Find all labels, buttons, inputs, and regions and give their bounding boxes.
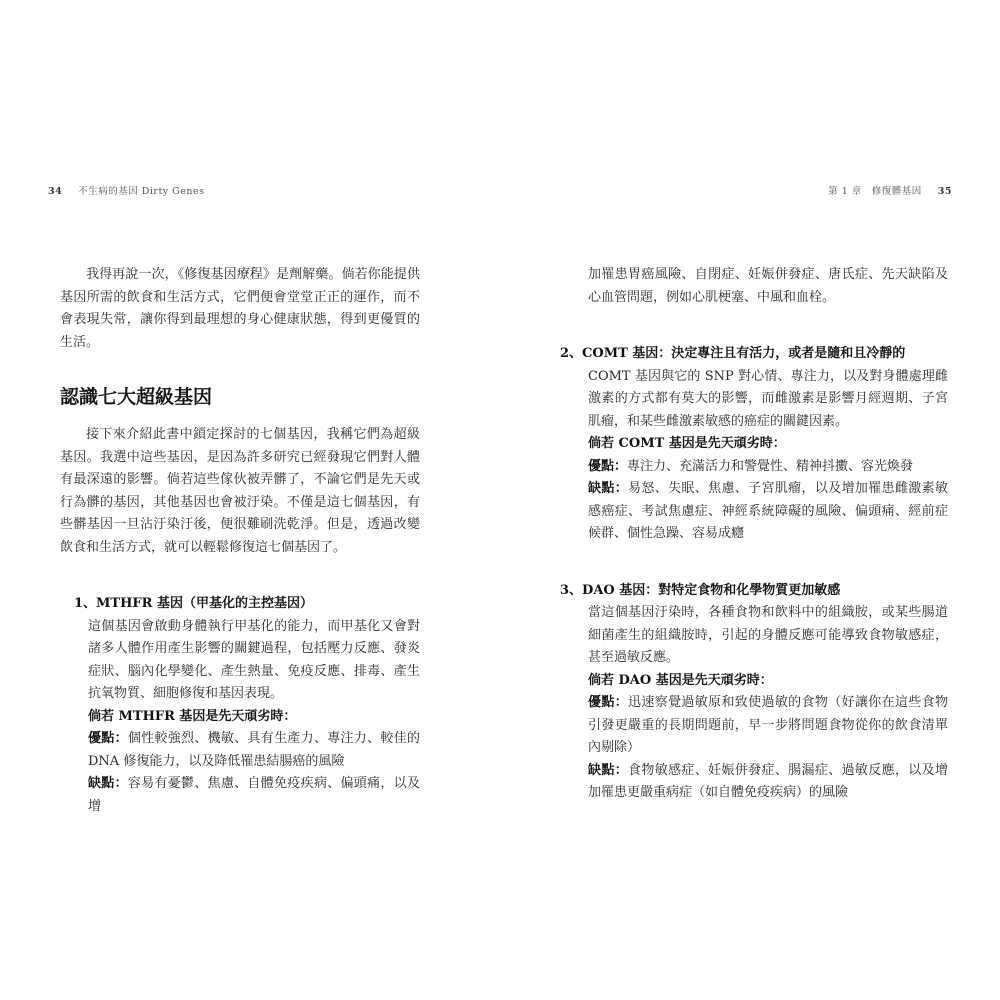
cons-dao — [588, 760, 948, 805]
gene-heading-mthfr: 1、MTHFR 基因（甲基化的主控基因） — [74, 596, 313, 611]
gene-description-mthfr: 這個基因會啟動身體執行甲基化的能力，而甲基化又會對諸多人體作用產生影響的關鍵過程，包括壓力反應、發炎症狀、腦內化學變化、產生熱量、免疫反應、排毒、產生抗氧物質、細胞修復和基因表現。 — [88, 618, 420, 701]
dirty-heading-comt: 倘若 COMT 基因是先天頑劣時： — [588, 436, 786, 451]
page-number-right: 35 — [937, 186, 952, 197]
pros-comt — [588, 456, 948, 479]
pros-label: 優點： — [588, 695, 629, 710]
pros-label: 優點： — [88, 731, 128, 746]
cons-text: 食物敏感症、妊娠併發症、腸漏症、過敏反應，以及增加罹患更嚴重病症（如自體免疫疾病）的風險 — [588, 762, 948, 800]
page-number-left: 34 — [48, 186, 63, 197]
running-header-right — [828, 183, 952, 197]
section-title: 認識七大超級基因 — [60, 386, 213, 408]
pros-mthfr — [88, 728, 420, 773]
gene-description-dao: 當這個基因汙染時，各種食物和飲料中的組織胺，或某些腸道細菌產生的組織胺時，引起的身體反應可能導致食物敏感症，甚至過敏反應。 — [588, 605, 948, 665]
dirty-heading-mthfr: 倘若 MTHFR 基因是先天頑劣時： — [88, 708, 297, 724]
gene-block-mthfr — [60, 593, 420, 818]
left-page-body — [60, 264, 420, 818]
gene-heading-dao: 3、DAO 基因：對特定食物和化學物質更加敏感 — [560, 582, 841, 598]
cons-comt — [588, 478, 948, 546]
cons-text: 易怒、失眠、焦慮、子宮肌瘤，以及增加罹患雌激素敏感癌症、考試焦慮症、神經系統障礙的風險、偏頭痛、經前症候群、個性急躁、容易成癮 — [588, 481, 948, 541]
pros-text: 個性較強烈、機敏、具有生產力、專注力、較佳的 DNA 修復能力，以及降低罹患結腸癌的風險 — [88, 731, 420, 769]
gene-heading-comt: 2、COMT 基因：決定專注且有活力，或者是隨和且冷靜的 — [560, 346, 906, 361]
right-page-body — [560, 264, 948, 805]
cons-label: 缺點： — [588, 481, 629, 496]
book-title: 不生病的基因 Dirty Genes — [78, 186, 205, 197]
pros-dao — [588, 692, 948, 760]
cons-label: 缺點： — [88, 776, 128, 791]
gene-description-comt: COMT 基因與它的 SNP 對心情、專注力，以及對身體處理雌激素的方式都有莫大的影響，而雌激素是影響月經週期、子宮肌瘤，和某些雌激素敏感的癌症的關鍵因素。 — [588, 368, 948, 429]
pros-text: 迅速察覺過敏原和致使過敏的食物（好讓你在這些食物引發更嚴重的長期問題前，早一步將問題食物從你的飲食清單內剔除） — [588, 695, 948, 755]
cons-mthfr — [88, 773, 420, 818]
cons-text: 容易有憂鬱、焦慮、自體免疫疾病、偏頭痛，以及增 — [88, 776, 420, 814]
cons-label: 缺點： — [588, 762, 629, 778]
running-header-left — [48, 183, 204, 197]
gene-block-dao — [560, 580, 948, 805]
intro-paragraph: 我得再說一次，《修復基因療程》是劑解藥。倘若你能提供基因所需的飲食和生活方式，它們便會堂堂正正的運作，而不會表現失常，讓你得到最理想的身心健康狀態，得到更優質的生活。 — [60, 267, 420, 350]
pros-text: 專注力、充滿活力和警覺性、精神抖擻、容光煥發 — [627, 458, 914, 474]
gene-block-comt — [560, 343, 948, 546]
dirty-heading-dao: 倘若 DAO 基因是先天頑劣時： — [588, 672, 773, 688]
mthfr-cons-continued: 加罹患胃癌風險、自閉症、妊娠併發症、唐氏症、先天缺陷及心血管問題，例如心肌梗塞、中風和血栓。 — [588, 267, 948, 305]
pros-label: 優點： — [588, 458, 628, 474]
chapter-title: 第 1 章 修復髒基因 — [828, 186, 922, 197]
section-body-paragraph: 接下來介紹此書中鎖定探討的七個基因，我稱它們為超級基因。我選中這些基因，是因為許多研究已經發現它們對人體有最深遠的影響。倘若這些傢伙被弄髒了，不論它們是先天或行為髒的基因，其他基因也會被汙染。不僅是這七個基因，有些髒基因一旦沾汙染汙後，便很難刷洗乾淨。但是，透過改變飲食和生活方式，就可以輕鬆修復這七個基因了。 — [60, 427, 420, 555]
